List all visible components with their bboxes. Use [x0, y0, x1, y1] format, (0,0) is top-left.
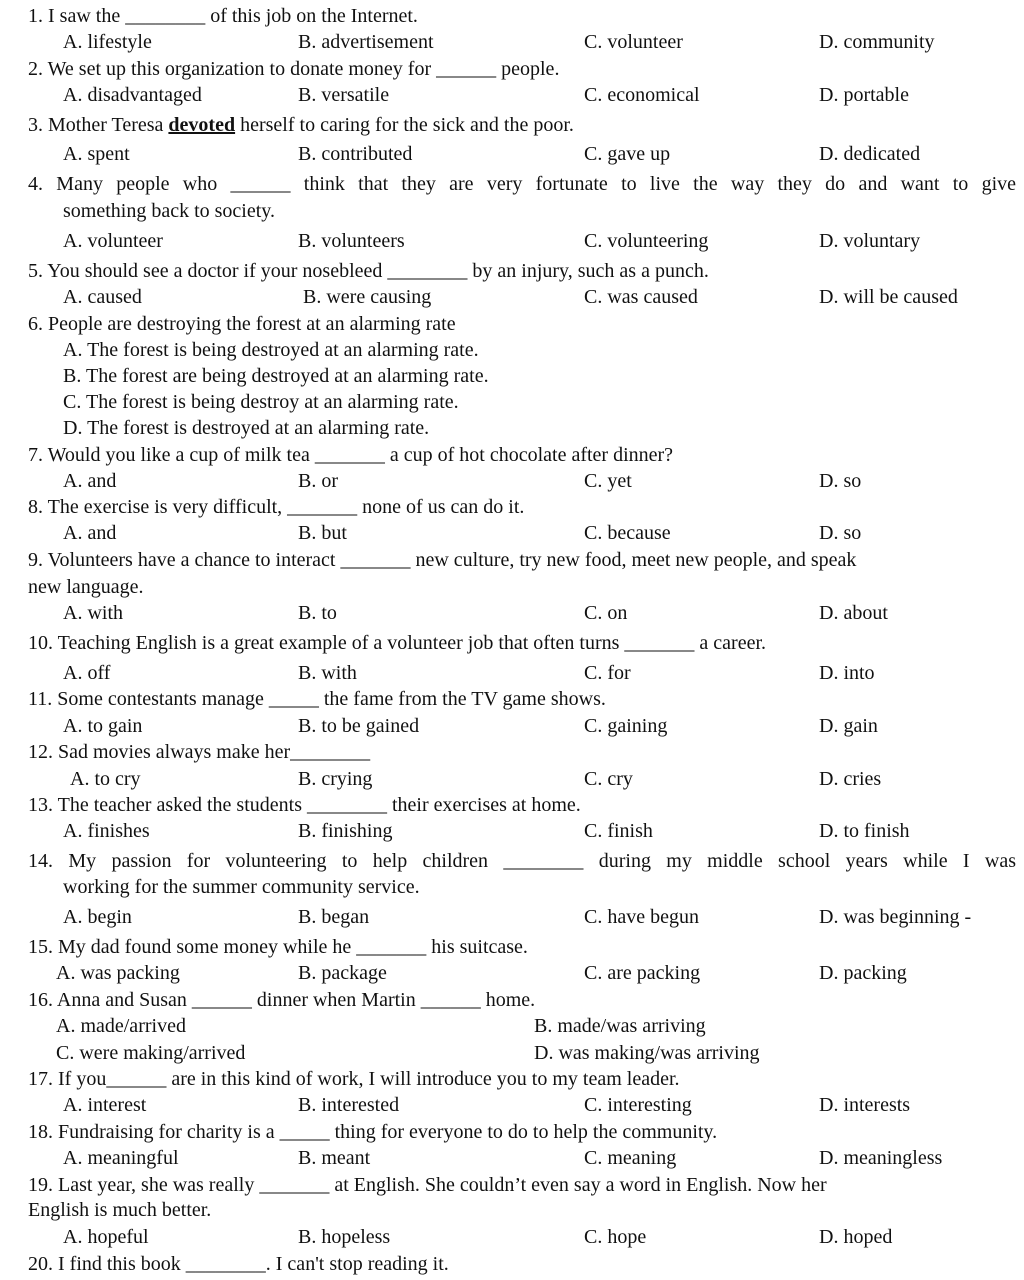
option-a: A. volunteer	[63, 230, 163, 252]
option-d: D. about	[819, 602, 888, 624]
question-number: 12.	[28, 741, 53, 763]
question-number: 4.	[28, 173, 43, 195]
question-text: My passion for volunteering to help children ________ during my middle school years while I was	[68, 850, 1017, 872]
option-d: D. meaningless	[819, 1147, 943, 1169]
question-9	[0, 547, 1024, 573]
question-number: 1.	[28, 5, 43, 27]
option-d: D. dedicated	[819, 143, 921, 165]
option-b: B. finishing	[298, 820, 393, 842]
question-text: My dad found some money while he _______ his suitcase.	[58, 936, 528, 958]
option-b: B. or	[298, 470, 338, 492]
question-12	[0, 739, 1024, 765]
question-8-options	[0, 520, 1024, 546]
option-c: C. for	[584, 662, 631, 684]
option-c: C. interesting	[584, 1094, 692, 1116]
question-13	[0, 792, 1024, 818]
question-4-options	[0, 228, 1024, 254]
question-text: People are destroying the forest at an alarming rate	[48, 313, 456, 335]
option-d: D. to finish	[819, 820, 910, 842]
question-10	[0, 630, 1024, 656]
question-text: The teacher asked the students ________ their exercises at home.	[57, 794, 581, 816]
question-number: 20.	[28, 1253, 53, 1275]
question-text: If you______ are in this kind of work, I will introduce you to my team leader.	[58, 1068, 680, 1090]
option-b: B. contributed	[298, 143, 413, 165]
option-c: C. gaining	[584, 715, 668, 737]
question-16	[0, 987, 1024, 1013]
question-text: Many people who ______ think that they are very fortunate to live the way they do and want to give	[56, 173, 1017, 195]
option-b: B. package	[298, 962, 387, 984]
question-12-options	[0, 766, 1024, 792]
option-b: B. advertisement	[298, 31, 434, 53]
question-text: Teaching English is a great example of a volunteer job that often turns _______ a career.	[57, 632, 766, 654]
option-d: D. portable	[819, 84, 909, 106]
question-16-options-row1	[0, 1013, 1024, 1039]
option-b: B. were causing	[303, 286, 432, 308]
option-a: A. begin	[63, 906, 132, 928]
option-d: D. hoped	[819, 1226, 893, 1248]
option-d: D. interests	[819, 1094, 911, 1116]
option-d: D. community	[819, 31, 935, 53]
option-b: B. meant	[298, 1147, 371, 1169]
option-b: B. interested	[298, 1094, 400, 1116]
question-2	[0, 56, 1024, 82]
question-number: 2.	[28, 58, 43, 80]
option-d: D. was beginning -	[819, 906, 972, 928]
option-a: A. and	[63, 470, 117, 492]
option-d: D. so	[819, 522, 862, 544]
question-14-continuation: working for the summer community service.	[63, 876, 420, 898]
question-text: We set up this organization to donate money for ______ people.	[47, 58, 560, 80]
question-11-options	[0, 713, 1024, 739]
option-c: C. on	[584, 602, 628, 624]
question-number: 13.	[28, 794, 53, 816]
question-9-options	[0, 600, 1024, 626]
option-a: A. spent	[63, 143, 130, 165]
question-number: 19.	[28, 1174, 53, 1196]
option-c: C. have begun	[584, 906, 699, 928]
option-d: D. so	[819, 470, 862, 492]
option-c: C. volunteer	[584, 31, 683, 53]
question-number: 3.	[28, 114, 43, 136]
option-c: C. volunteering	[584, 230, 709, 252]
option-a: A. caused	[63, 286, 142, 308]
option-a: A. off	[63, 662, 111, 684]
question-text: Anna and Susan ______ dinner when Martin ______ home.	[56, 989, 536, 1011]
option-c: C. gave up	[584, 143, 671, 165]
question-text: I saw the ________ of this job on the Internet.	[48, 5, 418, 27]
question-5	[0, 258, 1024, 284]
question-19-continuation: English is much better.	[28, 1199, 212, 1221]
question-4-continuation: something back to society.	[63, 200, 275, 222]
question-15	[0, 934, 1024, 960]
question-text-rest: herself to caring for the sick and the poor.	[235, 114, 574, 136]
question-4	[0, 171, 1024, 197]
question-number: 14.	[28, 850, 53, 872]
question-number: 15.	[28, 936, 53, 958]
question-number: 6.	[28, 313, 43, 335]
question-8	[0, 494, 1024, 520]
option-c: C. The forest is being destroy at an alarming rate.	[63, 391, 459, 413]
question-number: 10.	[28, 632, 53, 654]
question-number: 18.	[28, 1121, 53, 1143]
question-text: Fundraising for charity is a _____ thing for everyone to do to help the community.	[58, 1121, 718, 1143]
option-a: A. meaningful	[63, 1147, 179, 1169]
question-number: 5.	[28, 260, 43, 282]
question-15-options	[0, 960, 1024, 986]
option-d: D. cries	[819, 768, 882, 790]
question-number: 8.	[28, 496, 43, 518]
option-a: A. disadvantaged	[63, 84, 202, 106]
option-a: A. to cry	[70, 768, 141, 790]
question-19-options	[0, 1224, 1024, 1250]
option-a: A. and	[63, 522, 117, 544]
question-3-options	[0, 141, 1024, 167]
question-20	[0, 1251, 1024, 1277]
question-5-options	[0, 284, 1024, 310]
question-17	[0, 1066, 1024, 1092]
option-c: C. yet	[584, 470, 632, 492]
option-c: C. finish	[584, 820, 653, 842]
option-b: B. to be gained	[298, 715, 420, 737]
question-text: You should see a doctor if your nosebleed ________ by an injury, such as a punch.	[47, 260, 709, 282]
option-a: A. with	[63, 602, 123, 624]
question-10-options	[0, 660, 1024, 686]
option-c: C. because	[584, 522, 671, 544]
question-16-options-row2	[0, 1040, 1024, 1066]
option-a: A. to gain	[63, 715, 143, 737]
option-d: D. The forest is destroyed at an alarming rate.	[63, 417, 430, 439]
option-b: B. to	[298, 602, 337, 624]
question-6	[0, 311, 1024, 337]
option-c: C. hope	[584, 1226, 647, 1248]
question-1-options	[0, 29, 1024, 55]
option-a: A. The forest is being destroyed at an alarming rate.	[63, 339, 479, 361]
option-a: A. interest	[63, 1094, 147, 1116]
option-b: B. versatile	[298, 84, 390, 106]
question-text: Mother Teresa	[48, 114, 169, 136]
option-b: B. hopeless	[298, 1226, 391, 1248]
question-number: 9.	[28, 549, 43, 571]
option-d: D. was making/was arriving	[534, 1042, 760, 1064]
option-c: C. meaning	[584, 1147, 677, 1169]
question-7	[0, 442, 1024, 468]
option-b: B. The forest are being destroyed at an alarming rate.	[63, 365, 489, 387]
option-c: C. are packing	[584, 962, 701, 984]
option-d: D. will be caused	[819, 286, 958, 308]
question-11	[0, 686, 1024, 712]
question-18-options	[0, 1145, 1024, 1171]
question-number: 17.	[28, 1068, 53, 1090]
question-17-options	[0, 1092, 1024, 1118]
question-number: 11.	[28, 688, 53, 710]
option-c: C. cry	[584, 768, 633, 790]
question-1	[0, 3, 1024, 29]
option-a: A. made/arrived	[56, 1015, 186, 1037]
option-c: C. was caused	[584, 286, 698, 308]
option-a: A. hopeful	[63, 1226, 149, 1248]
option-b: B. crying	[298, 768, 373, 790]
question-14-options	[0, 904, 1024, 930]
option-b: B. made/was arriving	[534, 1015, 706, 1037]
option-d: D. voluntary	[819, 230, 921, 252]
option-a: A. was packing	[56, 962, 180, 984]
question-19	[0, 1172, 1024, 1198]
option-d: D. gain	[819, 715, 878, 737]
question-text: Volunteers have a chance to interact _______ new culture, try new food, meet new people, and speak	[47, 549, 857, 571]
question-13-options	[0, 818, 1024, 844]
question-text: Last year, she was really _______ at English. She couldn’t even say a word in English. Now her	[58, 1174, 827, 1196]
question-text: Some contestants manage _____ the fame from the TV game shows.	[57, 688, 606, 710]
question-number: 7.	[28, 444, 43, 466]
question-text: The exercise is very difficult, _______ none of us can do it.	[47, 496, 525, 518]
option-b: B. volunteers	[298, 230, 405, 252]
option-d: D. into	[819, 662, 875, 684]
question-3	[0, 112, 1024, 138]
option-a: A. finishes	[63, 820, 150, 842]
option-b: B. with	[298, 662, 357, 684]
option-b: B. but	[298, 522, 347, 544]
question-number: 16.	[28, 989, 53, 1011]
option-b: B. began	[298, 906, 370, 928]
question-7-options	[0, 468, 1024, 494]
option-a: A. lifestyle	[63, 31, 152, 53]
question-18	[0, 1119, 1024, 1145]
question-2-options	[0, 82, 1024, 108]
question-text: Sad movies always make her________	[58, 741, 371, 763]
option-d: D. packing	[819, 962, 907, 984]
question-9-continuation: new language.	[28, 576, 144, 598]
option-c: C. economical	[584, 84, 700, 106]
emphasized-word: devoted	[168, 114, 236, 136]
option-c: C. were making/arrived	[56, 1042, 246, 1064]
question-14	[0, 848, 1024, 874]
question-text: I find this book ________. I can't stop reading it.	[58, 1253, 449, 1275]
question-text: Would you like a cup of milk tea _______ a cup of hot chocolate after dinner?	[47, 444, 674, 466]
